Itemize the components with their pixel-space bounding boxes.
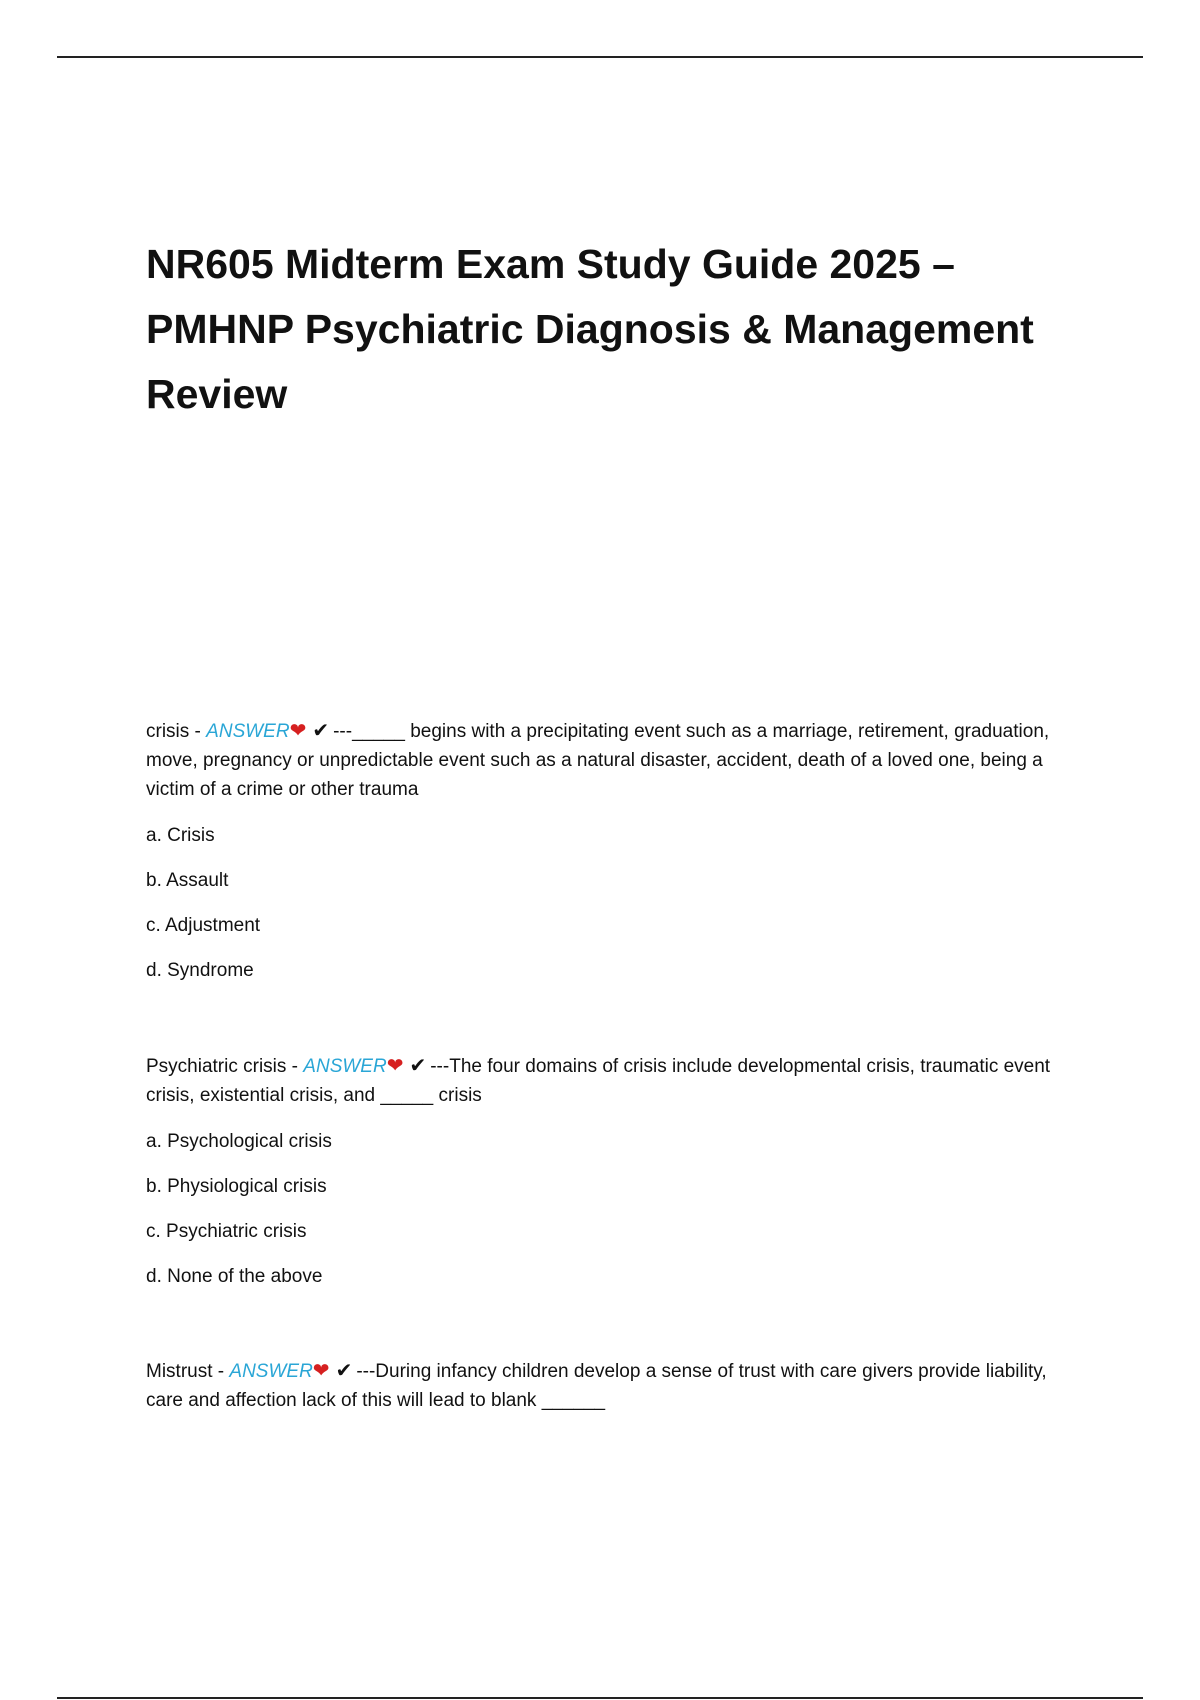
- option-a: a. Psychological crisis: [146, 1131, 332, 1152]
- check-icon: ✔: [335, 1360, 353, 1382]
- heart-icon: ❤: [289, 720, 307, 742]
- option-c: c. Adjustment: [146, 915, 261, 936]
- option-b: b. Physiological crisis: [146, 1176, 327, 1197]
- answer-label: ANSWER: [229, 1361, 313, 1382]
- check-icon: ✔: [409, 1055, 427, 1077]
- footer-rule: [57, 1697, 1143, 1699]
- question-body: ---_____ begins with a precipitating event such as a marriage, retirement, graduation, move, pregnancy or unpredictable event such as a natural disaster, accident, death of a loved one, being a victim of a crime or other trauma: [146, 721, 1050, 800]
- option-b: b. Assault: [146, 870, 229, 891]
- question-text: [146, 1357, 1081, 1415]
- heart-icon: ❤: [386, 1055, 404, 1077]
- question-text: [146, 1052, 1081, 1110]
- answer-term: Mistrust -: [146, 1361, 225, 1382]
- answer-options: [146, 1127, 1081, 1291]
- heart-icon: ❤: [312, 1360, 330, 1382]
- answer-label: ANSWER: [206, 721, 290, 742]
- question-text: [146, 717, 1081, 804]
- question-block: [146, 717, 1081, 985]
- option-c: c. Psychiatric crisis: [146, 1221, 307, 1242]
- header-rule: [57, 56, 1143, 58]
- option-d: d. Syndrome: [146, 960, 254, 981]
- option-d: d. None of the above: [146, 1266, 323, 1287]
- answer-options: [146, 821, 1081, 985]
- question-body: ---During infancy children develop a sense of trust with care givers provide liability, care and affection lack of this will lead to blank ______: [146, 1361, 1047, 1411]
- question-block: [146, 1357, 1081, 1415]
- answer-term: Psychiatric crisis -: [146, 1056, 299, 1077]
- answer-term: crisis -: [146, 721, 201, 742]
- document-title: NR605 Midterm Exam Study Guide 2025 – PMHNP Psychiatric Diagnosis & Management Review: [146, 241, 1034, 417]
- option-a: a. Crisis: [146, 825, 215, 846]
- question-body: ---The four domains of crisis include developmental crisis, traumatic event crisis, existential crisis, and _____ crisis: [146, 1056, 1051, 1106]
- check-icon: ✔: [312, 720, 330, 742]
- answer-label: ANSWER: [303, 1056, 387, 1077]
- question-block: [146, 1052, 1081, 1291]
